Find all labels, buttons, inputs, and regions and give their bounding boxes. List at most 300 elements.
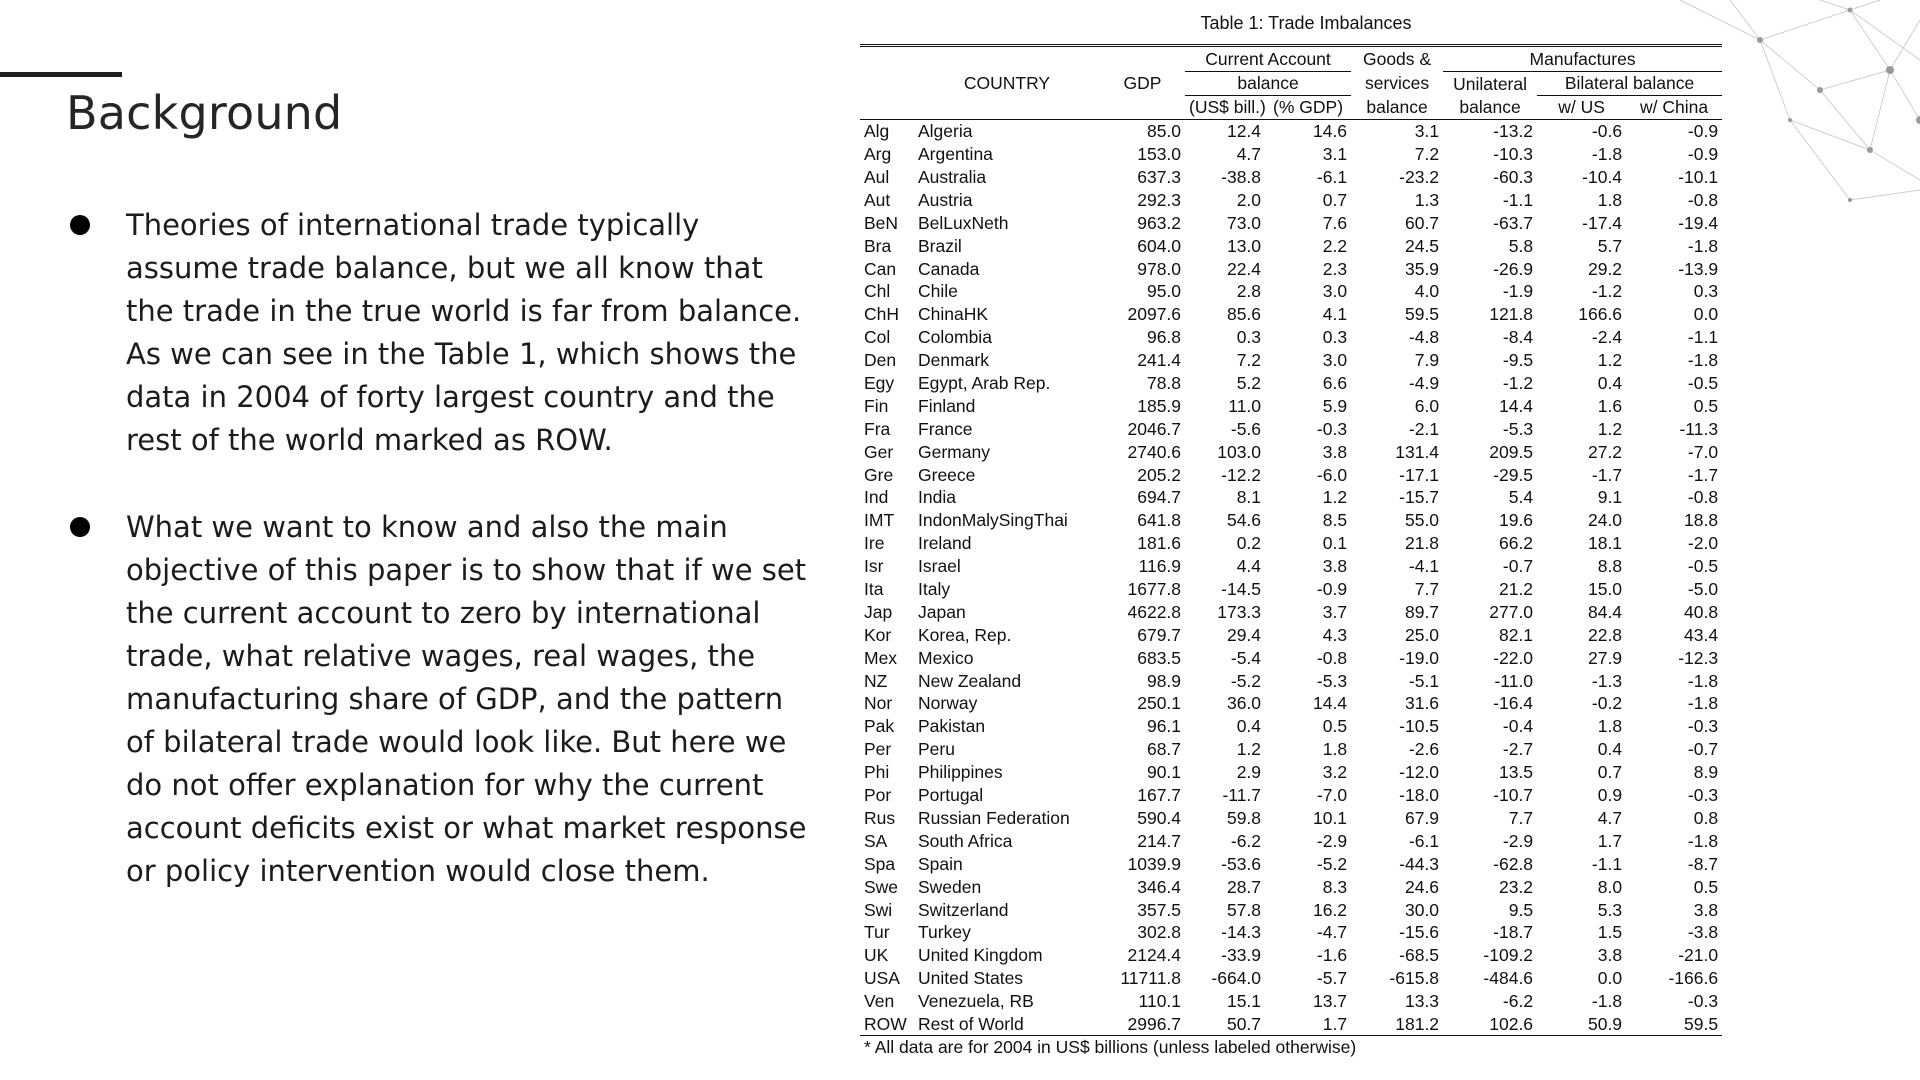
- cell-unilateral: -60.3: [1493, 167, 1534, 187]
- cell-ca-usd: 59.8: [1226, 807, 1262, 828]
- table-footnote: * All data are for 2004 in US$ billions (unless labeled otherwise): [864, 1037, 1357, 1058]
- cell-country: Colombia: [918, 327, 992, 348]
- cell-bilateral-us: -0.6: [1591, 121, 1623, 142]
- cell-country: Austria: [918, 189, 973, 210]
- table-row: [860, 119, 1722, 142]
- cell-gdp: 85.0: [1146, 121, 1182, 142]
- cell-code: Kor: [864, 624, 892, 645]
- header-bilateral: Bilateral balance: [1537, 72, 1722, 96]
- cell-ca-pct: 14.4: [1312, 693, 1348, 714]
- table-row: [860, 967, 1722, 990]
- cell-ca-pct: -7.0: [1316, 785, 1348, 806]
- cell-code: Col: [864, 327, 891, 348]
- cell-country: Norway: [918, 693, 978, 714]
- cell-country: Algeria: [918, 121, 973, 142]
- cell-unilateral: -109.2: [1483, 945, 1534, 966]
- table-row: [860, 143, 1722, 166]
- cell-unilateral: -5.3: [1502, 418, 1534, 439]
- cell-bilateral-us: -1.8: [1591, 144, 1623, 165]
- cell-ca-usd: 54.6: [1226, 510, 1262, 531]
- cell-code: Jap: [864, 601, 893, 622]
- table-row: [860, 188, 1722, 211]
- bullet-item: [66, 204, 816, 462]
- cell-bilateral-china: -0.9: [1687, 121, 1719, 142]
- cell-gdp: 1677.8: [1127, 579, 1182, 600]
- cell-gdp: 181.6: [1137, 533, 1182, 554]
- cell-ca-usd: -11.7: [1222, 785, 1262, 806]
- cell-gdp: 963.2: [1137, 212, 1182, 233]
- cell-gdp: 250.1: [1137, 693, 1182, 714]
- cell-unilateral: 82.1: [1498, 624, 1534, 645]
- cell-bilateral-us: 84.4: [1587, 601, 1623, 622]
- cell-code: UK: [864, 945, 889, 966]
- table-row: [860, 807, 1722, 830]
- cell-bilateral-china: -0.9: [1687, 144, 1719, 165]
- cell-unilateral: 102.6: [1443, 1013, 1537, 1036]
- cell-unilateral: -29.5: [1493, 464, 1534, 485]
- header-w-china: w/ China: [1626, 95, 1722, 119]
- cell-bilateral-china: -13.9: [1678, 258, 1719, 279]
- cell-unilateral: 13.5: [1498, 762, 1534, 783]
- cell-goods-services: -44.3: [1399, 853, 1440, 874]
- cell-gdp: 683.5: [1137, 647, 1182, 668]
- cell-bilateral-us: 0.0: [1597, 968, 1623, 989]
- header-manufactures: Manufactures: [1443, 46, 1722, 72]
- cell-code: Ind: [864, 487, 889, 508]
- cell-country: Sweden: [918, 876, 982, 897]
- cell-unilateral: -9.5: [1502, 350, 1534, 371]
- trade-imbalances-table: [860, 0, 1722, 1058]
- cell-code: Swe: [864, 876, 899, 897]
- cell-ca-pct: -6.1: [1316, 167, 1348, 187]
- cell-code: ChH: [864, 304, 900, 325]
- table-row: [860, 326, 1722, 349]
- cell-gdp: 214.7: [1137, 830, 1182, 851]
- cell-unilateral: -13.2: [1493, 121, 1534, 142]
- cell-gdp: 78.8: [1146, 373, 1182, 394]
- cell-ca-usd: 11.0: [1228, 395, 1262, 416]
- cell-bilateral-china: 0.3: [1693, 281, 1719, 302]
- table-row: [860, 372, 1722, 395]
- cell-code: Gre: [864, 464, 894, 485]
- cell-unilateral: -6.2: [1502, 991, 1534, 1012]
- cell-unilateral: 9.5: [1508, 899, 1534, 920]
- cell-goods-services: 59.5: [1404, 304, 1440, 325]
- cell-goods-services: -68.5: [1399, 945, 1440, 966]
- cell-country: Egypt, Arab Rep.: [918, 373, 1051, 394]
- cell-ca-pct: 4.1: [1322, 304, 1348, 325]
- table-row: [860, 509, 1722, 532]
- cell-code: Aut: [864, 189, 891, 210]
- cell-gdp: 153.0: [1137, 144, 1182, 165]
- cell-country: BelLuxNeth: [918, 212, 1009, 233]
- cell-unilateral: -26.9: [1493, 258, 1534, 279]
- header-unilateral: Unilateral: [1453, 73, 1528, 94]
- cell-bilateral-china: 8.9: [1693, 762, 1719, 783]
- cell-bilateral-us: -10.4: [1582, 167, 1623, 187]
- cell-code: Ven: [864, 991, 895, 1012]
- cell-gdp: 110.1: [1138, 991, 1182, 1012]
- table-row: [860, 280, 1722, 303]
- table-row: [860, 211, 1722, 234]
- cell-gdp: 357.5: [1137, 899, 1182, 920]
- cell-goods-services: 6.0: [1414, 395, 1440, 416]
- cell-goods-services: -2.6: [1408, 739, 1440, 760]
- cell-ca-pct: 7.6: [1322, 212, 1348, 233]
- cell-ca-pct: -1.6: [1316, 945, 1348, 966]
- cell-ca-usd: -664.0: [1211, 968, 1262, 989]
- cell-bilateral-china: -166.6: [1668, 968, 1719, 989]
- cell-country: India: [918, 487, 956, 508]
- cell-gdp: 604.0: [1137, 235, 1182, 256]
- cell-ca-usd: -33.9: [1221, 945, 1262, 966]
- cell-ca-pct: 3.0: [1322, 281, 1348, 302]
- cell-bilateral-us: 22.8: [1587, 624, 1623, 645]
- header-current-account: Current Account: [1185, 46, 1351, 72]
- cell-bilateral-us: 29.2: [1587, 258, 1623, 279]
- cell-ca-usd: -53.6: [1221, 853, 1262, 874]
- cell-bilateral-china: -1.7: [1687, 464, 1719, 485]
- cell-goods-services: -23.2: [1399, 167, 1440, 187]
- header-pct-gdp: (% GDP): [1265, 95, 1351, 119]
- data-table: [860, 44, 1722, 1036]
- cell-bilateral-china: -3.8: [1687, 922, 1719, 943]
- cell-country: France: [918, 418, 973, 439]
- cell-unilateral: 5.8: [1508, 235, 1534, 256]
- cell-bilateral-us: -1.2: [1591, 281, 1623, 302]
- cell-code: Fin: [864, 395, 889, 416]
- cell-ca-usd: -38.8: [1221, 167, 1262, 187]
- cell-unilateral: 21.2: [1498, 579, 1534, 600]
- cell-bilateral-china: 18.8: [1684, 510, 1719, 531]
- header-w-us: w/ US: [1537, 95, 1626, 119]
- cell-goods-services: 24.6: [1404, 876, 1440, 897]
- cell-unilateral: -10.3: [1493, 144, 1534, 165]
- cell-ca-usd: 4.7: [1236, 144, 1262, 165]
- cell-bilateral-china: 59.5: [1626, 1013, 1722, 1036]
- cell-bilateral-us: 9.1: [1597, 487, 1623, 508]
- cell-country: Australia: [918, 167, 987, 187]
- table-row: [860, 898, 1722, 921]
- cell-gdp: 11711.8: [1120, 968, 1182, 989]
- cell-bilateral-us: 0.4: [1597, 373, 1623, 394]
- table-caption: Table 1: Trade Imbalances: [1200, 13, 1412, 33]
- cell-bilateral-china: -0.5: [1687, 556, 1719, 577]
- table-row: [860, 921, 1722, 944]
- cell-gdp: 167.7: [1137, 785, 1182, 806]
- cell-goods-services: -4.8: [1408, 327, 1440, 348]
- cell-country: New Zealand: [918, 670, 1022, 691]
- cell-country: Denmark: [918, 350, 989, 371]
- cell-code: Rus: [864, 807, 896, 828]
- cell-bilateral-china: -1.8: [1687, 693, 1719, 714]
- cell-bilateral-us: -2.4: [1591, 327, 1623, 348]
- cell-country: United States: [918, 968, 1024, 989]
- header-unilateral-bot: balance: [1443, 95, 1537, 119]
- table-row: [860, 875, 1722, 898]
- cell-country: IndonMalySingThai: [918, 510, 1068, 531]
- cell-unilateral: -22.0: [1493, 647, 1534, 668]
- cell-bilateral-china: -0.7: [1687, 739, 1719, 760]
- cell-code: Arg: [864, 144, 892, 165]
- cell-goods-services: -2.1: [1408, 418, 1440, 439]
- cell-gdp: 2097.6: [1127, 304, 1182, 325]
- header-goods-services: Goods &: [1351, 46, 1443, 72]
- cell-bilateral-china: -10.1: [1678, 167, 1719, 187]
- cell-bilateral-us: 4.7: [1597, 807, 1623, 828]
- cell-ca-pct: -5.2: [1316, 853, 1348, 874]
- cell-bilateral-us: 1.6: [1597, 395, 1623, 416]
- cell-bilateral-china: -12.3: [1678, 647, 1719, 668]
- cell-country: Israel: [918, 556, 961, 577]
- cell-gdp: 98.9: [1146, 670, 1182, 691]
- cell-ca-pct: 1.7: [1265, 1013, 1351, 1036]
- cell-ca-usd: 2.9: [1236, 762, 1262, 783]
- cell-country: United Kingdom: [918, 945, 1043, 966]
- cell-gdp: 96.1: [1146, 716, 1182, 737]
- cell-ca-usd: 4.4: [1236, 556, 1262, 577]
- cell-code: Spa: [864, 853, 896, 874]
- cell-ca-pct: -0.9: [1316, 579, 1348, 600]
- table-row: [860, 578, 1722, 601]
- cell-bilateral-china: -1.8: [1687, 670, 1719, 691]
- cell-code: Ger: [864, 441, 894, 462]
- cell-unilateral: -8.4: [1502, 327, 1534, 348]
- table-row: [860, 669, 1722, 692]
- cell-ca-usd: 2.0: [1236, 189, 1262, 210]
- table-row: [860, 738, 1722, 761]
- cell-ca-pct: 0.1: [1322, 533, 1348, 554]
- cell-unilateral: -1.2: [1502, 373, 1534, 394]
- cell-bilateral-us: 5.7: [1597, 235, 1623, 256]
- cell-gdp: 68.7: [1146, 739, 1182, 760]
- cell-ca-pct: -5.7: [1316, 968, 1348, 989]
- cell-goods-services: 30.0: [1404, 899, 1440, 920]
- cell-ca-pct: 3.7: [1322, 601, 1348, 622]
- cell-bilateral-us: -1.3: [1591, 670, 1623, 691]
- cell-bilateral-us: 0.7: [1597, 762, 1623, 783]
- cell-ca-usd: 0.2: [1236, 533, 1262, 554]
- table-row: [860, 349, 1722, 372]
- cell-country: Mexico: [918, 647, 974, 668]
- cell-code: Por: [864, 785, 892, 806]
- cell-ca-pct: 8.3: [1322, 876, 1348, 897]
- bullet-list: [66, 204, 816, 937]
- cell-goods-services: 67.9: [1404, 807, 1440, 828]
- cell-bilateral-china: -1.8: [1687, 350, 1719, 371]
- cell-ca-pct: 2.3: [1322, 258, 1348, 279]
- cell-gdp: 241.4: [1137, 350, 1182, 371]
- cell-goods-services: 60.7: [1404, 212, 1440, 233]
- cell-unilateral: 277.0: [1489, 601, 1534, 622]
- cell-gdp: 302.8: [1137, 922, 1182, 943]
- cell-ca-usd: 8.1: [1236, 487, 1262, 508]
- cell-bilateral-us: 0.4: [1597, 739, 1623, 760]
- table-row: [860, 234, 1722, 257]
- cell-ca-pct: 0.3: [1322, 327, 1348, 348]
- cell-ca-pct: 3.0: [1322, 350, 1348, 371]
- cell-code: Chl: [864, 281, 891, 302]
- cell-unilateral: -10.7: [1493, 785, 1534, 806]
- cell-bilateral-us: 1.2: [1597, 350, 1623, 371]
- cell-bilateral-us: 1.2: [1597, 418, 1623, 439]
- cell-goods-services: -615.8: [1389, 968, 1440, 989]
- cell-bilateral-china: -2.0: [1687, 533, 1719, 554]
- cell-goods-services: -4.1: [1408, 556, 1440, 577]
- cell-gdp: 2740.6: [1127, 441, 1182, 462]
- cell-bilateral-us: 3.8: [1597, 945, 1623, 966]
- cell-code: Fra: [864, 418, 891, 439]
- cell-bilateral-us: 5.3: [1597, 899, 1623, 920]
- table-row: [860, 715, 1722, 738]
- cell-ca-pct: -0.3: [1316, 418, 1348, 439]
- cell-code: IMT: [864, 510, 895, 531]
- cell-ca-usd: 50.7: [1185, 1013, 1265, 1036]
- cell-gdp: 2124.4: [1127, 945, 1182, 966]
- cell-gdp: 96.8: [1146, 327, 1182, 348]
- cell-bilateral-china: -7.0: [1687, 441, 1719, 462]
- cell-goods-services: 181.2: [1351, 1013, 1443, 1036]
- cell-code: Den: [864, 350, 897, 371]
- cell-bilateral-us: 27.2: [1587, 441, 1623, 462]
- cell-bilateral-china: -11.3: [1679, 418, 1719, 439]
- cell-bilateral-china: -0.3: [1687, 991, 1719, 1012]
- header-usd-bill: (US$ bill.): [1185, 95, 1265, 119]
- cell-unilateral: -1.9: [1502, 281, 1534, 302]
- cell-ca-pct: 6.6: [1322, 373, 1348, 394]
- table-row: [860, 417, 1722, 440]
- table-row: [860, 1013, 1722, 1036]
- cell-goods-services: -17.1: [1399, 464, 1440, 485]
- table-row: [860, 463, 1722, 486]
- header-goods-services-mid: services: [1364, 73, 1430, 94]
- cell-bilateral-us: -1.8: [1591, 991, 1623, 1012]
- cell-ca-usd: 57.8: [1226, 899, 1262, 920]
- table-row: [860, 486, 1722, 509]
- cell-goods-services: 3.1: [1414, 121, 1440, 142]
- cell-ca-pct: 16.2: [1312, 899, 1348, 920]
- cell-unilateral: -16.4: [1493, 693, 1534, 714]
- cell-gdp: 590.4: [1137, 807, 1182, 828]
- table-body: [860, 119, 1722, 1036]
- cell-ca-usd: 12.4: [1226, 121, 1262, 142]
- cell-code: Ita: [864, 579, 884, 600]
- cell-bilateral-us: -17.4: [1582, 212, 1623, 233]
- cell-country: Pakistan: [918, 716, 986, 737]
- cell-code: BeN: [864, 212, 899, 233]
- table-row: [860, 532, 1722, 555]
- cell-goods-services: 1.3: [1414, 189, 1440, 210]
- cell-code: Tur: [864, 922, 890, 943]
- cell-goods-services: -18.0: [1399, 785, 1440, 806]
- cell-code: Per: [864, 739, 892, 760]
- cell-ca-pct: -6.0: [1316, 464, 1348, 485]
- cell-unilateral: -62.8: [1493, 853, 1534, 874]
- cell-country: Germany: [918, 441, 990, 462]
- cell-ca-pct: 3.2: [1322, 762, 1348, 783]
- table-row: [860, 944, 1722, 967]
- cell-ca-usd: 28.7: [1226, 876, 1262, 897]
- cell-country: Turkey: [918, 922, 971, 943]
- table-row: [860, 761, 1722, 784]
- cell-code: Bra: [864, 235, 892, 256]
- cell-ca-pct: 14.6: [1312, 121, 1348, 142]
- cell-ca-pct: -5.3: [1316, 670, 1348, 691]
- cell-code: Isr: [864, 556, 884, 577]
- cell-country: Brazil: [918, 235, 962, 256]
- cell-code: ROW: [860, 1013, 914, 1036]
- cell-ca-pct: 13.7: [1312, 991, 1348, 1012]
- cell-bilateral-us: 1.7: [1597, 830, 1623, 851]
- cell-country: Chile: [918, 281, 958, 302]
- cell-bilateral-us: 1.8: [1597, 716, 1623, 737]
- header-gdp: GDP: [1123, 73, 1162, 94]
- cell-country: Russian Federation: [918, 807, 1070, 828]
- cell-goods-services: 13.3: [1404, 991, 1440, 1012]
- table-row: [860, 440, 1722, 463]
- cell-gdp: 116.9: [1138, 556, 1182, 577]
- cell-gdp: 2996.7: [1100, 1013, 1185, 1036]
- cell-country: South Africa: [918, 830, 1013, 851]
- cell-goods-services: 7.9: [1414, 350, 1440, 371]
- cell-bilateral-china: -0.5: [1687, 373, 1719, 394]
- cell-country: Philippines: [918, 762, 1003, 783]
- cell-ca-usd: 85.6: [1226, 304, 1262, 325]
- cell-ca-usd: 0.4: [1236, 716, 1262, 737]
- cell-code: Ire: [864, 533, 885, 554]
- cell-goods-services: 31.6: [1404, 693, 1440, 714]
- cell-ca-pct: 8.5: [1322, 510, 1348, 531]
- cell-unilateral: 19.6: [1498, 510, 1534, 531]
- cell-code: Nor: [864, 693, 893, 714]
- cell-bilateral-china: 0.0: [1693, 304, 1719, 325]
- cell-bilateral-us: -1.7: [1591, 464, 1623, 485]
- header-goods-services-bot: balance: [1351, 95, 1443, 119]
- cell-country: Finland: [918, 395, 976, 416]
- cell-gdp: 292.3: [1137, 189, 1182, 210]
- cell-gdp: 679.7: [1137, 624, 1182, 645]
- cell-gdp: 637.3: [1137, 167, 1182, 187]
- cell-bilateral-china: 3.8: [1693, 899, 1719, 920]
- cell-goods-services: -19.0: [1399, 647, 1440, 668]
- cell-bilateral-us: 8.0: [1597, 876, 1623, 897]
- cell-code: SA: [864, 830, 888, 851]
- cell-bilateral-china: 0.5: [1693, 876, 1719, 897]
- cell-gdp: 1039.9: [1127, 853, 1182, 874]
- cell-goods-services: -15.7: [1399, 487, 1440, 508]
- cell-goods-services: 4.0: [1414, 281, 1440, 302]
- cell-bilateral-us: 24.0: [1587, 510, 1623, 531]
- cell-bilateral-china: -1.8: [1687, 830, 1719, 851]
- cell-unilateral: 66.2: [1498, 533, 1534, 554]
- cell-unilateral: -1.1: [1502, 189, 1534, 210]
- cell-gdp: 90.1: [1146, 762, 1182, 783]
- cell-ca-pct: 10.1: [1312, 807, 1348, 828]
- cell-gdp: 641.8: [1137, 510, 1182, 531]
- cell-bilateral-us: -1.1: [1591, 853, 1623, 874]
- cell-ca-pct: -2.9: [1316, 830, 1348, 851]
- cell-goods-services: 55.0: [1404, 510, 1440, 531]
- cell-bilateral-us: -0.2: [1591, 693, 1623, 714]
- cell-ca-usd: 7.2: [1236, 350, 1262, 371]
- cell-bilateral-china: -0.3: [1687, 785, 1719, 806]
- cell-country: Ireland: [918, 533, 972, 554]
- cell-unilateral: 209.5: [1489, 441, 1534, 462]
- cell-goods-services: -15.6: [1399, 922, 1440, 943]
- title-accent-rule: [0, 72, 122, 77]
- cell-ca-usd: 173.3: [1217, 601, 1262, 622]
- cell-code: Mex: [864, 647, 898, 668]
